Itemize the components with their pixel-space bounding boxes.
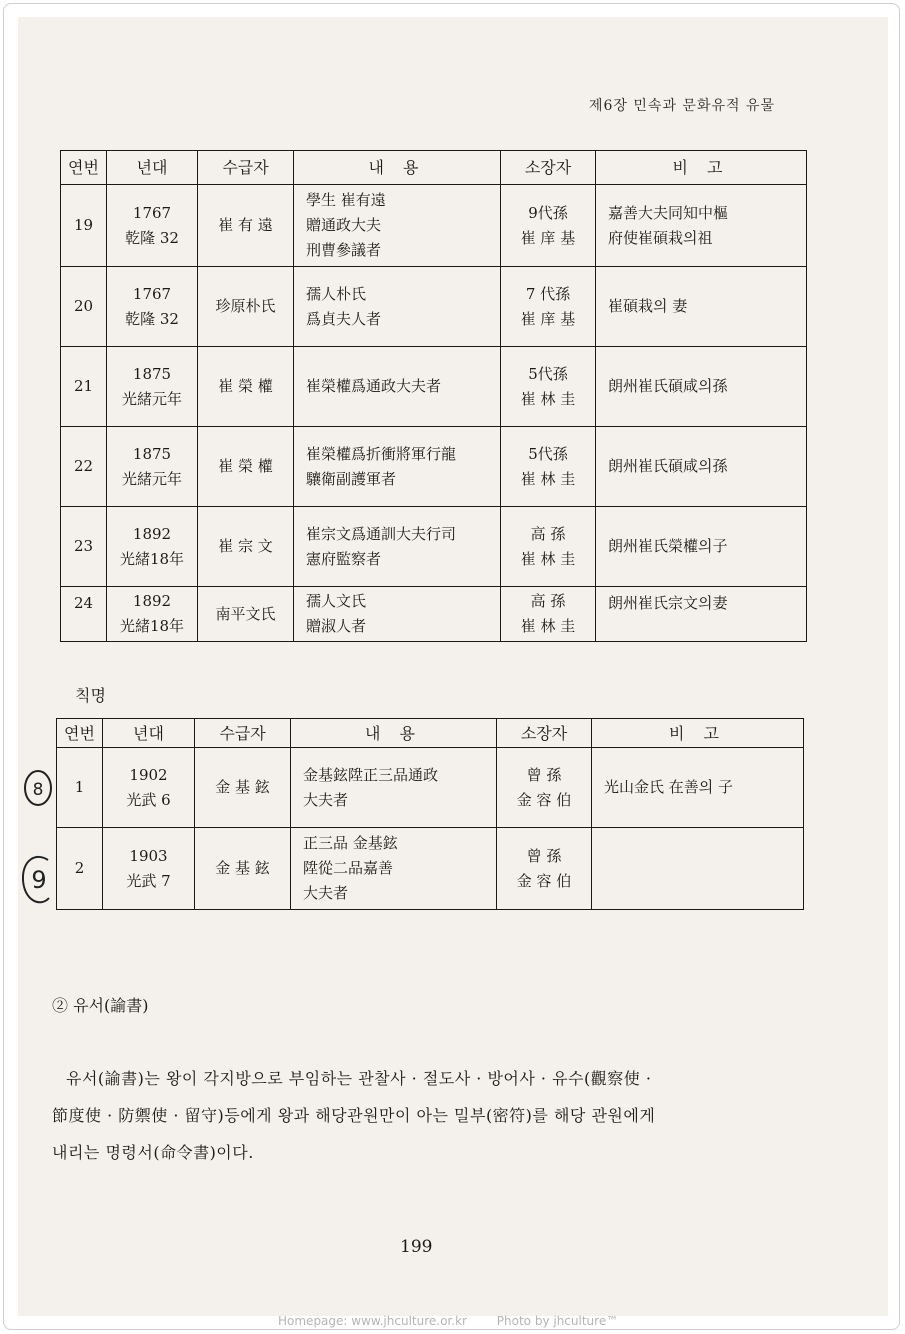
cell-year — [107, 185, 198, 267]
owner-relation: 曾 孫 — [526, 765, 562, 784]
owner-name: 金 容 伯 — [516, 871, 572, 890]
col-header-note: 비 고 — [596, 151, 807, 185]
cell-recipient: 金 基 鉉 — [195, 748, 291, 828]
content-line: 崔宗文爲通訓大夫行司 — [306, 524, 457, 543]
year-era: 光武 6 — [126, 790, 171, 809]
table-row — [61, 347, 807, 427]
col-header-no: 연번 — [57, 719, 103, 748]
table-row — [61, 507, 807, 587]
cell-recipient: 南平文氏 — [198, 587, 294, 642]
cell-content — [291, 748, 497, 828]
owner-relation: 9代孫 — [528, 203, 568, 222]
cell-no: 2 — [57, 828, 103, 910]
cell-recipient: 崔 榮 權 — [198, 427, 294, 507]
subheading: 칙명 — [75, 686, 106, 705]
cell-year — [107, 507, 198, 587]
cell-note-empty — [592, 828, 804, 910]
col-header-content: 내 용 — [294, 151, 501, 185]
owner-name: 崔 庠 基 — [520, 228, 576, 247]
table-header-row — [61, 151, 807, 185]
year-western: 1767 — [132, 284, 172, 303]
cell-recipient: 珍原朴氏 — [198, 267, 294, 347]
footer-homepage: Homepage: www.jhculture.or.kr — [278, 1314, 467, 1328]
cell-note — [592, 748, 804, 828]
cell-year — [107, 267, 198, 347]
cell-no: 20 — [61, 267, 107, 347]
year-era: 乾隆 32 — [125, 228, 179, 247]
cell-recipient: 崔 榮 權 — [198, 347, 294, 427]
col-header-content: 내 용 — [291, 719, 497, 748]
body-paragraph — [52, 1060, 802, 1171]
table-row — [57, 828, 804, 910]
appointment-table — [60, 150, 807, 642]
year-western: 1875 — [132, 444, 172, 463]
cell-note — [596, 587, 807, 642]
content-line: 崔榮權爲折衝將軍行龍 — [306, 444, 457, 463]
cell-note — [596, 185, 807, 267]
note-line: 朗州崔氏碩咸의孫 — [608, 457, 728, 475]
note-line: 光山金氏 在善의 子 — [604, 778, 734, 796]
cell-no: 19 — [61, 185, 107, 267]
cell-owner — [497, 748, 592, 828]
note-line: 朗州崔氏碩咸의孫 — [608, 377, 728, 395]
year-era: 乾隆 32 — [125, 309, 179, 328]
col-header-owner: 소장자 — [497, 719, 592, 748]
cell-year — [103, 748, 195, 828]
cell-no: 24 — [61, 587, 107, 642]
cell-content — [294, 507, 501, 587]
year-western: 1892 — [132, 592, 172, 610]
owner-name: 崔 林 圭 — [520, 469, 576, 488]
content-line: 大夫者 — [303, 790, 349, 809]
content-line: 學生 崔有遠 — [306, 191, 386, 209]
owner-name: 崔 林 圭 — [520, 389, 576, 408]
running-head: 제6장 민속과 문화유적 유물 — [589, 98, 776, 114]
royal-order-table — [56, 718, 804, 910]
table-row — [61, 427, 807, 507]
cell-content — [294, 267, 501, 347]
cell-no: 23 — [61, 507, 107, 587]
year-western: 1903 — [129, 846, 168, 865]
year-western: 1902 — [129, 765, 168, 784]
paragraph-line: 유서(諭書)는 왕이 각지방으로 부임하는 관찰사 · 절도사 · 방어사 · 유수(觀察使 · — [66, 1069, 652, 1088]
cell-content — [294, 587, 501, 642]
cell-note — [596, 427, 807, 507]
paragraph-line: 節度使 · 防禦使 · 留守)등에게 왕과 해당관원만이 아는 밀부(密符)를 해당 관원에게 — [52, 1106, 656, 1125]
footer-photo-credit: Photo by jhculture™ — [496, 1314, 619, 1328]
paragraph-line: 내리는 명령서(命令書)이다. — [52, 1143, 254, 1162]
section-title: ② 유서(諭書) — [52, 996, 149, 1015]
col-header-owner: 소장자 — [501, 151, 596, 185]
content-line: 憲府監察者 — [306, 549, 382, 568]
cell-recipient: 崔 有 遠 — [198, 185, 294, 267]
handwritten-circle-mark — [18, 850, 54, 910]
cell-content — [294, 185, 501, 267]
year-era: 光緒18年 — [119, 617, 185, 635]
cell-owner — [501, 347, 596, 427]
note-line: 朗州崔氏榮權의子 — [608, 537, 728, 555]
cell-owner — [501, 507, 596, 587]
col-header-no: 연번 — [61, 151, 107, 185]
content-line: 刑曹參議者 — [306, 241, 382, 259]
owner-relation: 5代孫 — [528, 364, 568, 383]
table-row — [61, 587, 807, 642]
year-era: 光緒元年 — [121, 389, 182, 408]
handwritten-number: 8 — [32, 780, 44, 800]
note-line: 嘉善大夫同知中樞 — [608, 203, 729, 222]
handwritten-number: 9 — [31, 866, 47, 894]
cell-no: 22 — [61, 427, 107, 507]
owner-relation: 曾 孫 — [526, 846, 562, 865]
year-era: 光緒18年 — [119, 549, 185, 568]
owner-name: 崔 林 圭 — [520, 617, 576, 635]
note-line: 崔碩栽의 妻 — [608, 297, 688, 315]
col-header-year: 년대 — [103, 719, 195, 748]
content-line: 崔榮權爲通政大夫者 — [306, 377, 442, 395]
note-line: 朗州崔氏宗文의妻 — [608, 594, 728, 612]
year-western: 1892 — [132, 524, 172, 543]
owner-name: 崔 林 圭 — [520, 549, 576, 568]
cell-content — [294, 347, 501, 427]
cell-owner — [497, 828, 592, 910]
year-era: 光武 7 — [126, 871, 171, 890]
cell-content — [294, 427, 501, 507]
cell-year — [107, 347, 198, 427]
table-row — [61, 185, 807, 267]
content-line: 孺人朴氏 — [306, 284, 367, 303]
content-line: 金基鉉陞正三品通政 — [303, 765, 439, 784]
cell-owner — [501, 185, 596, 267]
handwritten-circle-mark — [22, 768, 54, 808]
footer-credits — [278, 1314, 644, 1328]
note-line: 府使崔碩栽의祖 — [608, 228, 713, 247]
content-line: 驤衛副護軍者 — [306, 469, 397, 488]
page-number: 199 — [400, 1237, 433, 1257]
table-row — [57, 748, 804, 828]
cell-no: 21 — [61, 347, 107, 427]
year-western: 1875 — [132, 364, 172, 383]
content-line: 正三品 金基鉉 — [303, 834, 398, 852]
cell-year — [107, 587, 198, 642]
col-header-recipient: 수급자 — [198, 151, 294, 185]
cell-recipient: 金 基 鉉 — [195, 828, 291, 910]
owner-relation: 7 代孫 — [525, 284, 571, 303]
cell-note — [596, 267, 807, 347]
cell-note — [596, 507, 807, 587]
year-western: 1767 — [132, 203, 172, 222]
owner-name: 金 容 伯 — [516, 790, 572, 809]
cell-year — [103, 828, 195, 910]
content-line: 贈淑人者 — [306, 617, 367, 635]
owner-relation: 5代孫 — [528, 444, 568, 463]
cell-owner — [501, 427, 596, 507]
cell-content — [291, 828, 497, 910]
content-line: 爲貞夫人者 — [306, 309, 382, 328]
col-header-note: 비 고 — [592, 719, 804, 748]
content-line: 贈通政大夫 — [306, 216, 382, 234]
cell-year — [107, 427, 198, 507]
table-header-row — [57, 719, 804, 748]
owner-name: 崔 庠 基 — [520, 309, 576, 328]
content-line: 陞從二品嘉善 — [303, 859, 394, 877]
cell-owner — [501, 587, 596, 642]
col-header-year: 년대 — [107, 151, 198, 185]
col-header-recipient: 수급자 — [195, 719, 291, 748]
year-era: 光緒元年 — [121, 469, 182, 488]
cell-note — [596, 347, 807, 427]
content-line: 大夫者 — [303, 884, 349, 902]
table-row — [61, 267, 807, 347]
cell-recipient: 崔 宗 文 — [198, 507, 294, 587]
cell-owner — [501, 267, 596, 347]
content-line: 孺人文氏 — [306, 592, 367, 610]
cell-no: 1 — [57, 748, 103, 828]
owner-relation: 高 孫 — [530, 592, 566, 610]
owner-relation: 高 孫 — [530, 524, 566, 543]
